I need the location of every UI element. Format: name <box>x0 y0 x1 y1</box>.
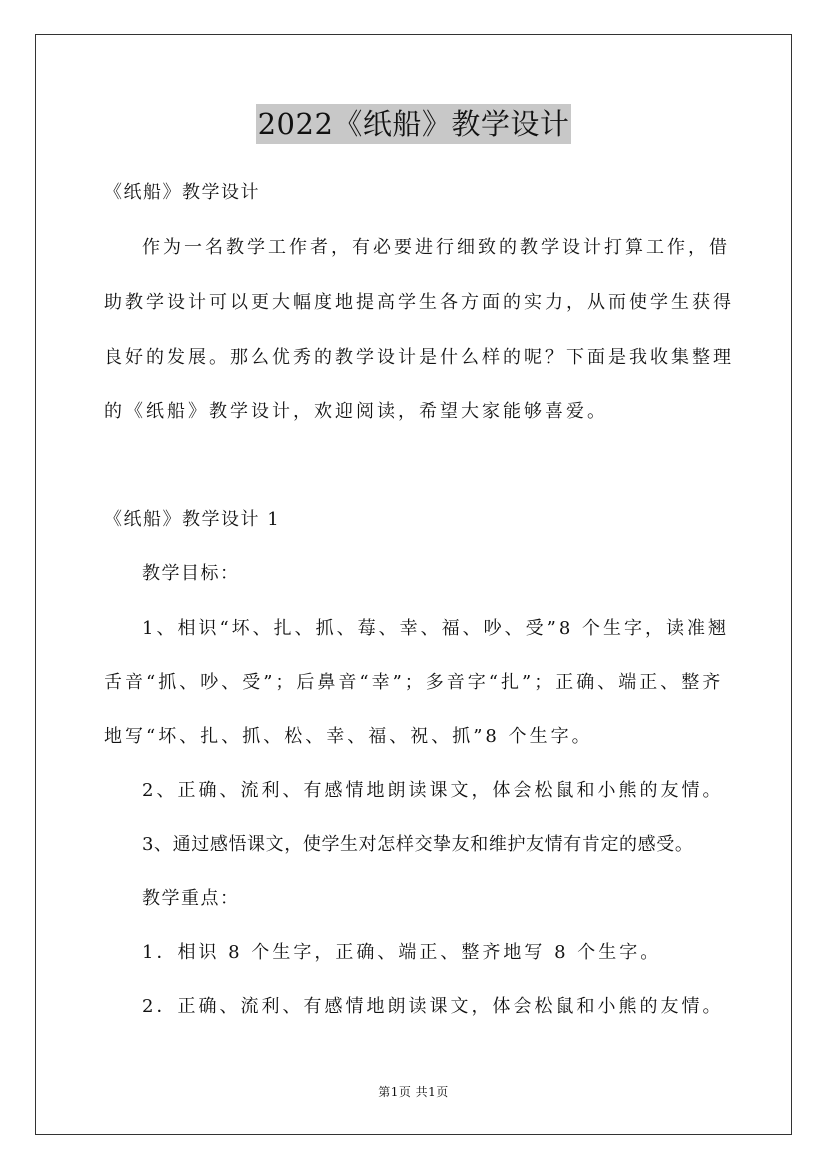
intro-line-3: 良好的发展。那么优秀的教学设计是什么样的呢？下面是我收集整理 <box>104 347 734 368</box>
key2: 2．正确、流利、有感情地朗读课文，体会松鼠和小熊的友情。 <box>142 996 724 1017</box>
section-heading: 《纸船》教学设计 1 <box>104 509 281 530</box>
goal1-line-3: 地写“坏、扎、抓、松、幸、福、祝、抓”8 个生字。 <box>104 726 593 747</box>
title-text: 2022《纸船》教学设计 <box>256 104 572 144</box>
goal1-line-2: 舌音“抓、吵、受”；后鼻音“幸”；多音字“扎”；正确、端正、整齐 <box>104 672 724 693</box>
document-title <box>0 104 827 144</box>
intro-line-1: 作为一名教学工作者，有必要进行细致的教学设计打算工作，借 <box>142 237 730 258</box>
intro-line-4: 的《纸船》教学设计，欢迎阅读，希望大家能够喜爱。 <box>104 401 608 422</box>
subtitle: 《纸船》教学设计 <box>104 182 260 203</box>
goal3: 3、通过感悟课文，使学生对怎样交挚友和维护友情有肯定的感受。 <box>142 834 694 855</box>
goal1-line-1: 1、相识“坏、扎、抓、莓、幸、福、吵、受”8 个生字，读准翘 <box>142 618 730 639</box>
key-heading: 教学重点： <box>142 888 240 909</box>
intro-line-2: 助教学设计可以更大幅度地提高学生各方面的实力，从而使学生获得 <box>104 292 734 313</box>
goals-heading: 教学目标： <box>142 563 240 584</box>
key1: 1．相识 8 个生字，正确、端正、整齐地写 8 个生字。 <box>142 942 662 963</box>
goal2: 2、正确、流利、有感情地朗读课文，体会松鼠和小熊的友情。 <box>142 780 724 801</box>
page-footer: 第1页 共1页 <box>378 1085 449 1099</box>
